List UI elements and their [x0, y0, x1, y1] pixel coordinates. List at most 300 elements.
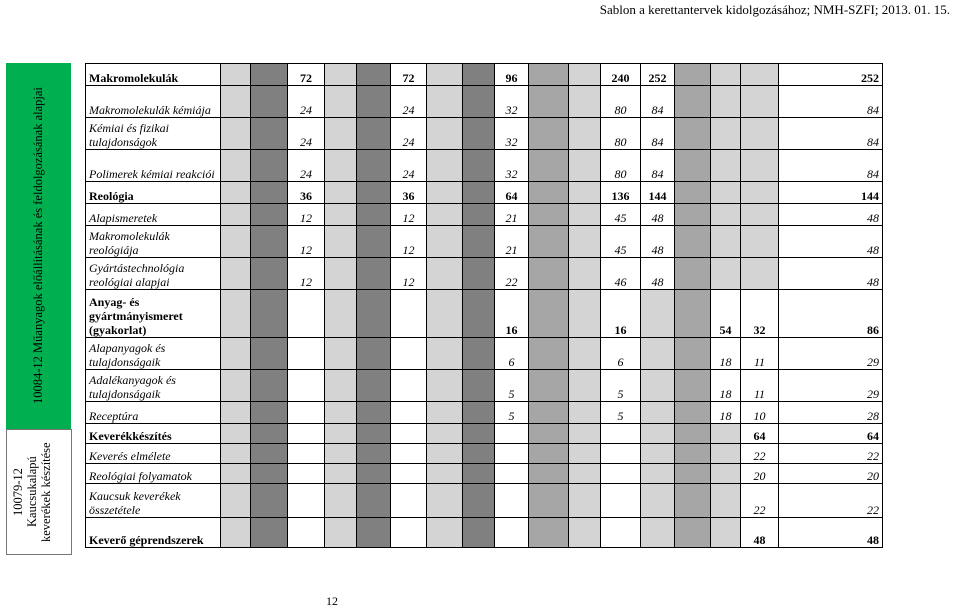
- hours-cell: [711, 118, 741, 150]
- shaded-cell: [251, 118, 288, 150]
- shaded-cell: [325, 338, 357, 370]
- row-subject-name: Adalékanyagok és tulajdonságaik: [86, 370, 221, 402]
- hours-cell: 252: [779, 64, 883, 86]
- hours-cell: [641, 424, 675, 444]
- shaded-cell: [529, 86, 569, 118]
- hours-cell: 24: [391, 118, 427, 150]
- hours-cell: 12: [391, 226, 427, 258]
- shaded-cell: [325, 64, 357, 86]
- table-row: [86, 150, 883, 182]
- shaded-cell: [221, 86, 251, 118]
- hours-cell: [641, 290, 675, 338]
- shaded-cell: [463, 150, 495, 182]
- shaded-cell: [221, 226, 251, 258]
- hours-cell: [711, 182, 741, 204]
- shaded-cell: [463, 182, 495, 204]
- hours-cell: [641, 402, 675, 424]
- shaded-cell: [251, 182, 288, 204]
- hours-cell: [711, 444, 741, 464]
- hours-cell: [641, 518, 675, 548]
- shaded-cell: [325, 204, 357, 226]
- row-subject-name: Anyag- és gyártmányismeret (gyakorlat): [86, 290, 221, 338]
- shaded-cell: [325, 424, 357, 444]
- shaded-cell: [675, 290, 711, 338]
- hours-cell: 64: [779, 424, 883, 444]
- shaded-cell: [357, 64, 391, 86]
- hours-cell: 64: [741, 424, 779, 444]
- hours-cell: [711, 150, 741, 182]
- shaded-cell: [357, 464, 391, 484]
- hours-cell: 24: [288, 86, 325, 118]
- hours-cell: [391, 518, 427, 548]
- hours-cell: [741, 258, 779, 290]
- shaded-cell: [357, 182, 391, 204]
- hours-cell: 11: [741, 338, 779, 370]
- shaded-cell: [529, 464, 569, 484]
- shaded-cell: [325, 444, 357, 464]
- module-label-10084: [6, 63, 71, 429]
- shaded-cell: [251, 226, 288, 258]
- table-row: [86, 86, 883, 118]
- hours-cell: 252: [641, 64, 675, 86]
- shaded-cell: [427, 204, 463, 226]
- shaded-cell: [529, 182, 569, 204]
- hours-cell: 32: [495, 86, 529, 118]
- shaded-cell: [529, 518, 569, 548]
- shaded-cell: [221, 150, 251, 182]
- row-subject-name: Makromolekulák kémiája: [86, 86, 221, 118]
- shaded-cell: [675, 226, 711, 258]
- shaded-cell: [675, 444, 711, 464]
- shaded-cell: [427, 86, 463, 118]
- hours-cell: [288, 424, 325, 444]
- shaded-cell: [325, 402, 357, 424]
- shaded-cell: [427, 338, 463, 370]
- shaded-cell: [463, 118, 495, 150]
- shaded-cell: [357, 402, 391, 424]
- shaded-cell: [569, 182, 601, 204]
- shaded-cell: [325, 370, 357, 402]
- shaded-cell: [427, 518, 463, 548]
- row-subject-name: Keverés elmélete: [86, 444, 221, 464]
- hours-cell: 48: [641, 226, 675, 258]
- hours-cell: [741, 150, 779, 182]
- hours-cell: [288, 484, 325, 518]
- shaded-cell: [325, 464, 357, 484]
- row-subject-name: Makromolekulák reológiája: [86, 226, 221, 258]
- shaded-cell: [675, 64, 711, 86]
- shaded-cell: [463, 444, 495, 464]
- shaded-cell: [675, 204, 711, 226]
- shaded-cell: [251, 64, 288, 86]
- shaded-cell: [221, 338, 251, 370]
- shaded-cell: [529, 484, 569, 518]
- shaded-cell: [221, 370, 251, 402]
- shaded-cell: [569, 338, 601, 370]
- shaded-cell: [221, 464, 251, 484]
- table-row: [86, 290, 883, 338]
- shaded-cell: [463, 484, 495, 518]
- shaded-cell: [427, 370, 463, 402]
- shaded-cell: [325, 150, 357, 182]
- row-subject-name: Reológiai folyamatok: [86, 464, 221, 484]
- hours-cell: 18: [711, 370, 741, 402]
- shaded-cell: [251, 464, 288, 484]
- hours-cell: 46: [601, 258, 641, 290]
- shaded-cell: [427, 290, 463, 338]
- table-row: [86, 204, 883, 226]
- hours-cell: [391, 464, 427, 484]
- hours-cell: [601, 464, 641, 484]
- shaded-cell: [325, 182, 357, 204]
- hours-cell: 5: [601, 370, 641, 402]
- shaded-cell: [357, 424, 391, 444]
- hours-cell: 48: [779, 258, 883, 290]
- shaded-cell: [529, 64, 569, 86]
- hours-cell: 22: [741, 444, 779, 464]
- shaded-cell: [427, 64, 463, 86]
- hours-cell: [391, 402, 427, 424]
- shaded-cell: [325, 118, 357, 150]
- hours-cell: 21: [495, 226, 529, 258]
- shaded-cell: [569, 370, 601, 402]
- hours-cell: [641, 338, 675, 370]
- hours-cell: [391, 444, 427, 464]
- shaded-cell: [427, 258, 463, 290]
- row-subject-name: Makromolekulák: [86, 64, 221, 86]
- hours-cell: 32: [495, 150, 529, 182]
- hours-cell: [741, 118, 779, 150]
- shaded-cell: [427, 182, 463, 204]
- row-subject-name: Alapanyagok és tulajdonságaik: [86, 338, 221, 370]
- shaded-cell: [675, 338, 711, 370]
- row-subject-name: Kaucsuk keverékek összetétele: [86, 484, 221, 518]
- hours-cell: 72: [391, 64, 427, 86]
- shaded-cell: [463, 290, 495, 338]
- hours-cell: 5: [495, 370, 529, 402]
- hours-cell: 144: [779, 182, 883, 204]
- shaded-cell: [221, 204, 251, 226]
- hours-cell: 24: [391, 86, 427, 118]
- module-label-10079: [6, 429, 72, 555]
- hours-cell: 22: [495, 258, 529, 290]
- hours-cell: [288, 370, 325, 402]
- shaded-cell: [427, 424, 463, 444]
- hours-cell: [741, 64, 779, 86]
- shaded-cell: [529, 290, 569, 338]
- shaded-cell: [529, 444, 569, 464]
- shaded-cell: [529, 150, 569, 182]
- hours-cell: [288, 290, 325, 338]
- hours-cell: 32: [495, 118, 529, 150]
- hours-cell: 36: [288, 182, 325, 204]
- hours-cell: [601, 424, 641, 444]
- hours-cell: 48: [641, 204, 675, 226]
- shaded-cell: [569, 484, 601, 518]
- shaded-cell: [251, 150, 288, 182]
- shaded-cell: [569, 424, 601, 444]
- shaded-cell: [357, 150, 391, 182]
- hours-cell: 86: [779, 290, 883, 338]
- hours-cell: [711, 86, 741, 118]
- hours-cell: 22: [741, 484, 779, 518]
- shaded-cell: [325, 226, 357, 258]
- hours-cell: [601, 518, 641, 548]
- hours-cell: 45: [601, 226, 641, 258]
- shaded-cell: [569, 118, 601, 150]
- shaded-cell: [675, 150, 711, 182]
- hours-cell: 22: [779, 444, 883, 464]
- shaded-cell: [569, 518, 601, 548]
- shaded-cell: [221, 182, 251, 204]
- hours-cell: 48: [641, 258, 675, 290]
- shaded-cell: [463, 64, 495, 86]
- hours-cell: 84: [779, 118, 883, 150]
- hours-cell: 24: [288, 150, 325, 182]
- module-label-10079-text: 10079-12 Kaucsukalapú keverékek készítése: [11, 442, 53, 542]
- hours-cell: [741, 226, 779, 258]
- hours-cell: 136: [601, 182, 641, 204]
- shaded-cell: [675, 402, 711, 424]
- shaded-cell: [569, 444, 601, 464]
- hours-cell: [641, 484, 675, 518]
- hours-cell: 48: [779, 226, 883, 258]
- hours-cell: [741, 86, 779, 118]
- hours-cell: 29: [779, 338, 883, 370]
- row-subject-name: Polimerek kémiai reakciói: [86, 150, 221, 182]
- shaded-cell: [251, 444, 288, 464]
- hours-cell: [391, 424, 427, 444]
- table-row: [86, 424, 883, 444]
- shaded-cell: [221, 290, 251, 338]
- hours-cell: 72: [288, 64, 325, 86]
- shaded-cell: [221, 518, 251, 548]
- hours-cell: [288, 518, 325, 548]
- shaded-cell: [675, 370, 711, 402]
- hours-cell: [391, 370, 427, 402]
- hours-cell: 96: [495, 64, 529, 86]
- shaded-cell: [463, 338, 495, 370]
- shaded-cell: [325, 484, 357, 518]
- hours-cell: [288, 338, 325, 370]
- shaded-cell: [569, 226, 601, 258]
- shaded-cell: [221, 64, 251, 86]
- hours-cell: [711, 424, 741, 444]
- table-row: [86, 118, 883, 150]
- hours-cell: [711, 484, 741, 518]
- shaded-cell: [675, 118, 711, 150]
- hours-cell: [741, 204, 779, 226]
- hours-cell: 12: [288, 258, 325, 290]
- hours-cell: 48: [779, 518, 883, 548]
- table-row: [86, 444, 883, 464]
- hours-cell: [711, 518, 741, 548]
- hours-cell: 6: [601, 338, 641, 370]
- shaded-cell: [221, 484, 251, 518]
- shaded-cell: [529, 258, 569, 290]
- hours-cell: [288, 402, 325, 424]
- shaded-cell: [357, 444, 391, 464]
- shaded-cell: [251, 204, 288, 226]
- hours-cell: 48: [741, 518, 779, 548]
- hours-cell: [711, 64, 741, 86]
- shaded-cell: [569, 204, 601, 226]
- hours-cell: 32: [741, 290, 779, 338]
- hours-cell: 36: [391, 182, 427, 204]
- shaded-cell: [251, 518, 288, 548]
- hours-cell: 84: [641, 150, 675, 182]
- hours-cell: 16: [495, 290, 529, 338]
- shaded-cell: [675, 518, 711, 548]
- row-subject-name: Keverő géprendszerek: [86, 518, 221, 548]
- hours-cell: [711, 226, 741, 258]
- hours-cell: [288, 444, 325, 464]
- hours-cell: 12: [391, 258, 427, 290]
- table-row: [86, 258, 883, 290]
- shaded-cell: [221, 258, 251, 290]
- hours-cell: 20: [741, 464, 779, 484]
- hours-cell: 12: [288, 226, 325, 258]
- shaded-cell: [569, 402, 601, 424]
- shaded-cell: [463, 226, 495, 258]
- shaded-cell: [357, 258, 391, 290]
- hours-cell: 22: [779, 484, 883, 518]
- shaded-cell: [427, 118, 463, 150]
- shaded-cell: [251, 86, 288, 118]
- hours-cell: [641, 444, 675, 464]
- row-subject-name: Reológia: [86, 182, 221, 204]
- hours-cell: 12: [391, 204, 427, 226]
- hours-cell: [495, 464, 529, 484]
- shaded-cell: [463, 370, 495, 402]
- hours-cell: 64: [495, 182, 529, 204]
- hours-cell: [711, 204, 741, 226]
- row-subject-name: Keverékkészítés: [86, 424, 221, 444]
- hours-cell: 80: [601, 118, 641, 150]
- page-number: 12: [326, 594, 338, 608]
- shaded-cell: [357, 518, 391, 548]
- module-label-10084-text: 10084-12 Műanyagok előállításának és feldolgozásának alapjai: [31, 87, 45, 405]
- row-subject-name: Gyártástechnológia reológiai alapjai: [86, 258, 221, 290]
- hours-cell: 54: [711, 290, 741, 338]
- hours-cell: 16: [601, 290, 641, 338]
- hours-cell: [711, 464, 741, 484]
- hours-cell: 80: [601, 86, 641, 118]
- hours-cell: 84: [779, 150, 883, 182]
- hours-cell: [391, 290, 427, 338]
- shaded-cell: [221, 402, 251, 424]
- hours-cell: 144: [641, 182, 675, 204]
- shaded-cell: [325, 258, 357, 290]
- shaded-cell: [325, 518, 357, 548]
- shaded-cell: [427, 484, 463, 518]
- shaded-cell: [251, 402, 288, 424]
- hours-cell: [601, 484, 641, 518]
- hours-cell: 20: [779, 464, 883, 484]
- hours-cell: 84: [641, 118, 675, 150]
- table-row: [86, 518, 883, 548]
- shaded-cell: [221, 118, 251, 150]
- shaded-cell: [529, 226, 569, 258]
- shaded-cell: [357, 226, 391, 258]
- hours-cell: 6: [495, 338, 529, 370]
- hours-cell: [495, 444, 529, 464]
- table-row: [86, 484, 883, 518]
- shaded-cell: [357, 118, 391, 150]
- hours-cell: 24: [391, 150, 427, 182]
- hours-cell: [495, 518, 529, 548]
- shaded-cell: [529, 204, 569, 226]
- hours-cell: [391, 338, 427, 370]
- shaded-cell: [463, 402, 495, 424]
- shaded-cell: [569, 464, 601, 484]
- hours-cell: [641, 370, 675, 402]
- row-subject-name: Receptúra: [86, 402, 221, 424]
- table-row: [86, 338, 883, 370]
- shaded-cell: [463, 204, 495, 226]
- hours-cell: 29: [779, 370, 883, 402]
- shaded-cell: [325, 290, 357, 338]
- hours-cell: 84: [779, 86, 883, 118]
- hours-cell: 48: [779, 204, 883, 226]
- table-row: [86, 464, 883, 484]
- hours-cell: 11: [741, 370, 779, 402]
- row-subject-name: Alapismeretek: [86, 204, 221, 226]
- hours-cell: 28: [779, 402, 883, 424]
- shaded-cell: [529, 402, 569, 424]
- hours-cell: [288, 464, 325, 484]
- shaded-cell: [427, 444, 463, 464]
- shaded-cell: [357, 338, 391, 370]
- shaded-cell: [427, 226, 463, 258]
- shaded-cell: [675, 464, 711, 484]
- shaded-cell: [463, 464, 495, 484]
- hours-cell: [601, 444, 641, 464]
- hours-cell: 240: [601, 64, 641, 86]
- shaded-cell: [463, 258, 495, 290]
- shaded-cell: [463, 424, 495, 444]
- table-row: [86, 64, 883, 86]
- shaded-cell: [569, 258, 601, 290]
- hours-cell: 18: [711, 338, 741, 370]
- shaded-cell: [427, 150, 463, 182]
- shaded-cell: [675, 258, 711, 290]
- hours-cell: [495, 424, 529, 444]
- shaded-cell: [529, 118, 569, 150]
- hours-cell: 21: [495, 204, 529, 226]
- shaded-cell: [529, 370, 569, 402]
- shaded-cell: [463, 86, 495, 118]
- curriculum-table: [85, 63, 883, 548]
- hours-cell: [495, 484, 529, 518]
- shaded-cell: [357, 86, 391, 118]
- shaded-cell: [251, 290, 288, 338]
- hours-cell: [741, 182, 779, 204]
- hours-cell: 18: [711, 402, 741, 424]
- hours-cell: [641, 464, 675, 484]
- shaded-cell: [675, 424, 711, 444]
- table-row: [86, 370, 883, 402]
- shaded-cell: [529, 338, 569, 370]
- table-row: [86, 226, 883, 258]
- hours-cell: [391, 484, 427, 518]
- row-subject-name: Kémiai és fizikai tulajdonságok: [86, 118, 221, 150]
- hours-cell: [711, 258, 741, 290]
- shaded-cell: [251, 338, 288, 370]
- shaded-cell: [251, 370, 288, 402]
- hours-cell: 12: [288, 204, 325, 226]
- hours-cell: 10: [741, 402, 779, 424]
